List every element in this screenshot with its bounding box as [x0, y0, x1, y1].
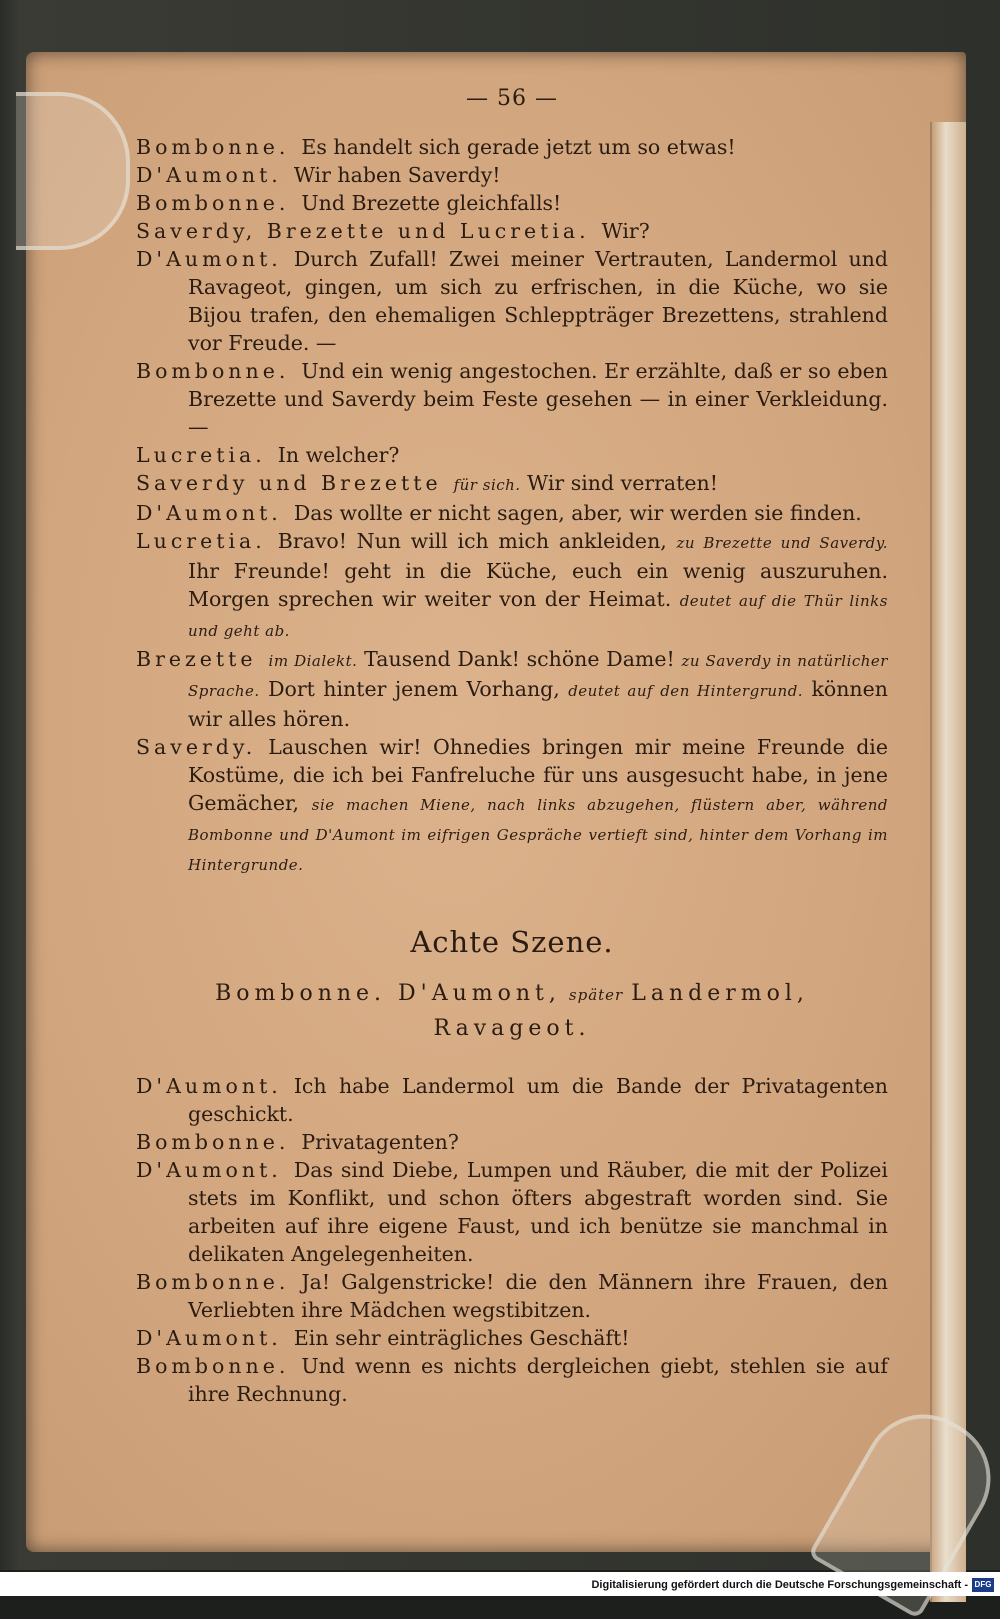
- speech-line: [136, 527, 888, 645]
- speech-line: [136, 357, 888, 441]
- speech-text: Ein sehr einträgliches Geschäft!: [293, 1326, 630, 1350]
- speech-text: Tausend Dank! schöne Dame!: [364, 647, 675, 671]
- speaker: D'Aumont.: [136, 1326, 282, 1350]
- speaker: Bombonne.: [136, 359, 290, 383]
- speech-line: [136, 133, 888, 161]
- speaker: Bombonne.: [136, 1130, 290, 1154]
- speech-text: Bravo! Nun will ich mich ankleiden,: [277, 529, 667, 553]
- speech-text: In welcher?: [277, 443, 400, 467]
- speech-text: Privatagenten?: [301, 1130, 459, 1154]
- stage-direction: zu Saverdy in natürlicher Sprache.: [188, 652, 888, 700]
- speaker: D'Aumont.: [136, 247, 282, 271]
- speech-text: können wir alles hören.: [188, 677, 888, 731]
- speaker: Lucretia.: [136, 529, 266, 553]
- speech-text: Und Brezette gleichfalls!: [301, 191, 562, 215]
- speech-line: [136, 245, 888, 357]
- speech-line: [136, 1072, 888, 1128]
- dialogue-before-scene: [136, 133, 888, 879]
- speech-line: [136, 1128, 888, 1156]
- speech-text: Und wenn es nichts dergleichen giebt, stehlen sie auf ihre Rechnung.: [188, 1354, 888, 1406]
- speech-line: [136, 217, 888, 245]
- speech-text: Ja! Galgenstricke! die den Männern ihre Frauen, den Verliebten ihre Mädchen wegstibitzen.: [188, 1270, 888, 1322]
- speech-text: Ich habe Landermol um die Bande der Privatagenten geschickt.: [188, 1074, 888, 1126]
- page-clip-top: [16, 92, 130, 250]
- speech-text: Und ein wenig angestochen. Er erzählte, daß er so eben Brezette und Saverdy beim Feste gesehen — in einer Verkleidung. —: [188, 359, 888, 439]
- speaker: Bombonne.: [136, 191, 290, 215]
- speech-text: Es handelt sich gerade jetzt um so etwas!: [301, 135, 736, 159]
- scene-title: Achte Szene.: [410, 925, 614, 959]
- speech-text: Wir sind verraten!: [527, 471, 718, 495]
- speech-text: Lauschen wir! Ohnedies bringen mir meine Freunde die Kostüme, die ich bei Fanfreluche für uns ausgesucht habe, in jene Gemächer,: [188, 735, 888, 815]
- speech-line: [136, 1324, 888, 1352]
- speaker: D'Aumont.: [136, 1074, 282, 1098]
- speech-line: [136, 645, 888, 733]
- stage-direction: deutet auf den Hintergrund.: [568, 682, 804, 700]
- stage-direction: im Dialekt.: [268, 652, 358, 670]
- cast-names: Ravageot.: [433, 1016, 591, 1041]
- speaker: Saverdy und Brezette: [136, 471, 442, 495]
- speaker: Lucretia.: [136, 443, 266, 467]
- dialogue-after-scene: [136, 1072, 888, 1408]
- stage-direction: sie machen Miene, nach links abzugehen, flüstern aber, während Bombonne und D'Aumont im eifrigen Gespräche vertieft sind, hinter dem Vorhang im Hintergrunde.: [188, 796, 888, 874]
- page-number: — 56 —: [466, 86, 558, 111]
- speech-line: [136, 499, 888, 527]
- speech-line: [136, 161, 888, 189]
- speaker: Bombonne.: [136, 1354, 290, 1378]
- speech-line: [136, 441, 888, 469]
- speech-line: [136, 1268, 888, 1324]
- speech-text: Das sind Diebe, Lumpen und Räuber, die mit der Polizei stets im Konflikt, und schon öfters abgestraft worden sind. Sie arbeiten auf ihre eigene Faust, und ich benütze sie manchmal in delikaten Angelegenheiten.: [188, 1158, 888, 1266]
- stage-direction: deutet auf die Thür links und geht ab.: [188, 592, 888, 640]
- speech-line: [136, 1352, 888, 1408]
- dfg-logo: DFG: [972, 1578, 994, 1592]
- stage-direction: für sich.: [453, 476, 521, 494]
- cast-names: Landermol,: [631, 981, 809, 1006]
- stage-direction: zu Brezette und Saverdy.: [676, 534, 889, 552]
- speech-line: [136, 733, 888, 879]
- speaker: Bombonne.: [136, 1270, 290, 1294]
- page-edge: [930, 122, 966, 1602]
- speech-text: Ihr Freunde! geht in die Küche, euch ein wenig auszuruhen. Morgen sprechen wir weiter von der Heimat.: [188, 559, 888, 611]
- footer-bar: [0, 1572, 1000, 1596]
- speaker: D'Aumont.: [136, 1158, 282, 1182]
- cast-names: Bombonne. D'Aumont,: [215, 981, 561, 1006]
- footer-credit: Digitalisierung gefördert durch die Deutsche Forschungsgemeinschaft -: [591, 1579, 968, 1591]
- speaker: D'Aumont.: [136, 163, 282, 187]
- scene-cast: [166, 977, 858, 1046]
- speaker: Saverdy, Brezette und Lucretia.: [136, 219, 590, 243]
- speech-line: [136, 189, 888, 217]
- speech-line: [136, 1156, 888, 1268]
- speech-text: Wir haben Saverdy!: [293, 163, 501, 187]
- speaker: Bombonne.: [136, 135, 290, 159]
- speaker: D'Aumont.: [136, 501, 282, 525]
- speaker: Brezette: [136, 647, 257, 671]
- speech-text: Wir?: [601, 219, 650, 243]
- speech-text: Dort hinter jenem Vorhang,: [268, 677, 560, 701]
- speaker: Saverdy.: [136, 735, 257, 759]
- speech-text: Durch Zufall! Zwei meiner Vertrauten, Landermol und Ravageot, gingen, um sich zu erfrischen, in die Küche, wo sie Bijou trafen, den ehemaligen Schleppträger Brezettens, strahlend vor Freude. —: [188, 247, 888, 355]
- speech-line: [136, 469, 888, 499]
- page-text: [136, 86, 888, 1408]
- speech-text: Das wollte er nicht sagen, aber, wir werden sie finden.: [293, 501, 862, 525]
- cast-later-label: später: [568, 986, 624, 1004]
